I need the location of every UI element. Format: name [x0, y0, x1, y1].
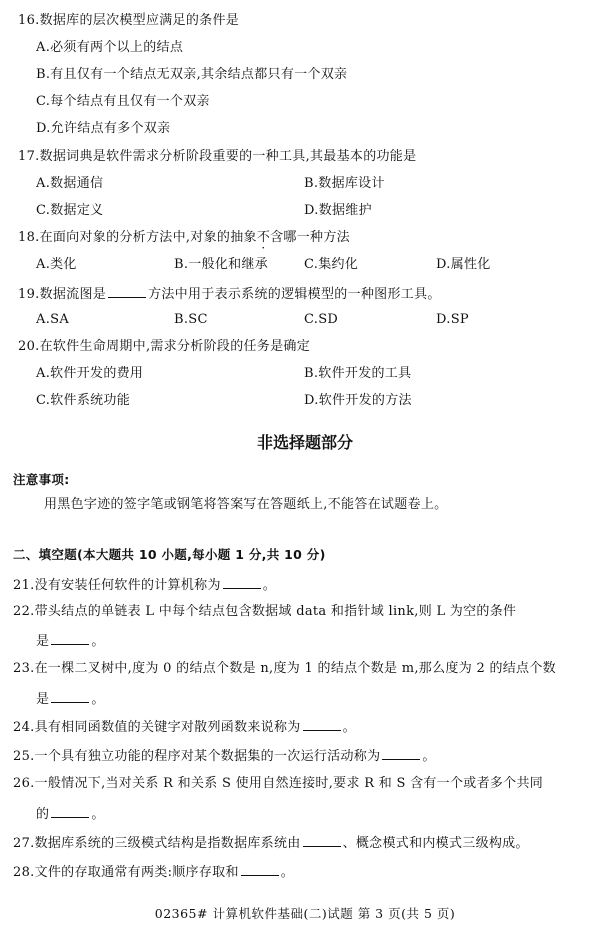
q19-option-c: C.SD: [304, 312, 339, 327]
q16-stem: 16.数据库的层次模型应满足的条件是: [18, 13, 240, 28]
q23-line1: 23.在一棵二叉树中,度为 0 的结点个数是 n,度为 1 的结点个数是 m,那么度为 2 的结点个数: [13, 661, 556, 676]
q22-end: 。: [91, 634, 105, 649]
q19-option-a: A.SA: [36, 312, 70, 327]
notice-heading: 注意事项:: [13, 472, 70, 487]
q23-answer-blank: [51, 690, 89, 703]
q16-option-a: A.必须有两个以上的结点: [36, 40, 184, 55]
q22-line1: 22.带头结点的单链表 L 中每个结点包含数据域 data 和指针域 link,则 L 为空的条件: [13, 604, 517, 619]
q22-line2-pre: 是: [36, 634, 50, 649]
q25-end: 。: [422, 749, 436, 764]
q17-option-c: C.数据定义: [36, 203, 104, 218]
q28-end: 。: [280, 865, 295, 880]
q21-answer-blank: [223, 576, 261, 589]
section-title: 非选择题部分: [256, 433, 353, 452]
q17-option-a: A.数据通信: [36, 176, 104, 191]
q18-option-a: A.类化: [36, 257, 77, 272]
q26-line2: [36, 805, 105, 823]
q19-stem: [18, 285, 441, 303]
q26-answer-blank: [51, 805, 89, 818]
q25-stem: 25.一个具有独立功能的程序对某个数据集的一次运行活动称为: [13, 749, 381, 764]
q20-option-b: B.软件开发的工具: [304, 366, 412, 381]
q19-option-d: D.SP: [436, 312, 469, 327]
q28: [13, 863, 294, 881]
q18-emphasis-word: 不: [256, 230, 271, 245]
q18-stem-post: 含哪一种方法: [270, 230, 350, 245]
q27: [13, 834, 529, 852]
q16-option-d: D.允许结点有多个双亲: [36, 121, 171, 136]
q26-line2-pre: 的: [36, 807, 50, 822]
q17-option-d: D.数据维护: [304, 203, 372, 218]
q22-line2: [36, 632, 105, 650]
q27-answer-blank: [303, 834, 341, 847]
q24-end: 。: [342, 720, 356, 735]
q28-answer-blank: [241, 863, 279, 876]
q24-answer-blank: [303, 718, 341, 731]
q18-stem: [18, 230, 350, 246]
q20-option-c: C.软件系统功能: [36, 393, 131, 408]
q17-stem: 17.数据词典是软件需求分析阶段重要的一种工具,其最基本的功能是: [18, 149, 417, 164]
q21-end: 。: [262, 578, 277, 593]
q23-end: 。: [91, 692, 105, 707]
q24-stem: 24.具有相同函数值的关键字对散列函数来说称为: [13, 720, 301, 735]
q28-stem: 28.文件的存取通常有两类:顺序存取和: [13, 865, 239, 880]
q23-line2-pre: 是: [36, 692, 50, 707]
q18-option-b: B.一般化和继承: [174, 257, 269, 272]
q23-line2: [36, 690, 105, 708]
q22-answer-blank: [51, 632, 89, 645]
q26-end: 。: [91, 807, 105, 822]
q18-stem-pre: 18.在面向对象的分析方法中,对象的抽象: [18, 230, 257, 245]
q27-stem: 27.数据库系统的三级模式结构是指数据库系统由: [13, 836, 301, 851]
page-footer: 02365# 计算机软件基础(二)试题 第 3 页(共 5 页): [154, 906, 456, 921]
q19-answer-blank: [108, 285, 146, 298]
q19-stem-pre: 19.数据流图是: [18, 287, 107, 302]
q16-option-b: B.有且仅有一个结点无双亲,其余结点都只有一个双亲: [36, 67, 348, 82]
q20-stem: 20.在软件生命周期中,需求分析阶段的任务是确定: [18, 339, 311, 354]
q25: [13, 747, 436, 765]
q19-stem-post: 方法中用于表示系统的逻辑模型的一种图形工具。: [148, 287, 441, 302]
q25-answer-blank: [382, 747, 420, 760]
q21: [13, 576, 276, 594]
q26-line1: 26.一般情况下,当对关系 R 和关系 S 使用自然连接时,要求 R 和 S 含有一个或者多个共同: [13, 776, 544, 791]
q18-option-c: C.集约化: [304, 257, 359, 272]
q16-option-c: C.每个结点有且仅有一个双亲: [36, 94, 210, 109]
notice-text: 用黑色字迹的签字笔或钢笔将答案写在答题纸上,不能答在试题卷上。: [44, 497, 448, 512]
q21-stem: 21.没有安装任何软件的计算机称为: [13, 578, 221, 593]
part2-heading: 二、填空题(本大题共 10 小题,每小题 1 分,共 10 分): [13, 547, 326, 562]
q24: [13, 718, 356, 736]
q27-end: 、概念模式和内模式三级构成。: [342, 836, 529, 851]
q19-option-b: B.SC: [174, 312, 208, 327]
q20-option-a: A.软件开发的费用: [36, 366, 144, 381]
q18-option-d: D.属性化: [436, 257, 491, 272]
q20-option-d: D.软件开发的方法: [304, 393, 412, 408]
q17-option-b: B.数据库设计: [304, 176, 385, 191]
